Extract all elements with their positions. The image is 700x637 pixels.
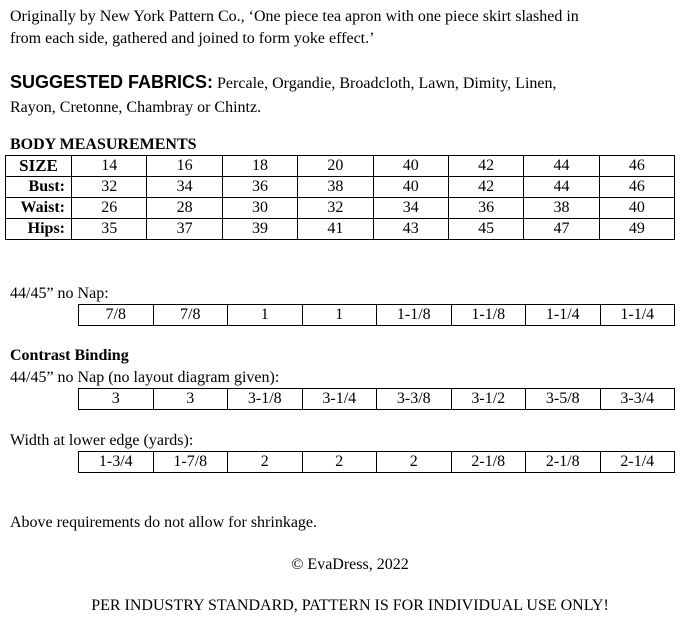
- table-cell: 39: [222, 219, 297, 240]
- table-cell: 3-1/2: [451, 389, 526, 410]
- suggested-fabrics: [10, 70, 690, 120]
- table-cell: 2-1/8: [526, 452, 601, 473]
- table-cell: 46: [599, 156, 674, 177]
- table-row: [6, 177, 675, 198]
- table-cell: 3: [79, 389, 154, 410]
- yardage-main-row: [79, 305, 675, 326]
- table-cell: 20: [298, 156, 373, 177]
- table-cell: 1: [228, 305, 303, 326]
- table-cell: 42: [448, 177, 523, 198]
- intro-line-2: from each side, gathered and joined to form yoke effect.’: [10, 30, 375, 47]
- table-cell: 45: [448, 219, 523, 240]
- table-cell: 38: [298, 177, 373, 198]
- contrast-binding-label: 44/45” no Nap (no layout diagram given):: [10, 369, 280, 386]
- table-cell: 40: [599, 198, 674, 219]
- individual-use-notice: PER INDUSTRY STANDARD, PATTERN IS FOR INDIVIDUAL USE ONLY!: [91, 597, 609, 614]
- fabrics-list-1: Percale, Organdie, Broadcloth, Lawn, Dimity, Linen,: [213, 75, 557, 92]
- yardage-main-table: [78, 304, 675, 326]
- width-lower-edge-table: [78, 451, 675, 473]
- table-cell: 1-7/8: [153, 452, 228, 473]
- intro-line-1: Originally by New York Pattern Co., ‘One piece tea apron with one piece skirt slashed in: [10, 8, 579, 25]
- table-cell: 32: [72, 177, 147, 198]
- table-cell: 3-1/4: [302, 389, 377, 410]
- table-cell: 43: [373, 219, 448, 240]
- table-cell: 1-1/8: [377, 305, 452, 326]
- table-cell: 32: [298, 198, 373, 219]
- fabrics-list-2: Rayon, Cretonne, Chambray or Chintz.: [10, 99, 262, 116]
- contrast-binding-row: [79, 389, 675, 410]
- table-cell: 1-3/4: [79, 452, 154, 473]
- row-label: Bust:: [6, 177, 72, 198]
- table-cell: 40: [373, 156, 448, 177]
- table-cell: 14: [72, 156, 147, 177]
- fabrics-line-1: [10, 70, 690, 96]
- table-cell: 49: [599, 219, 674, 240]
- table-cell: 28: [147, 198, 222, 219]
- yardage-main-label: 44/45” no Nap:: [10, 285, 109, 302]
- fabrics-heading: SUGGESTED FABRICS:: [10, 72, 214, 92]
- table-cell: 41: [298, 219, 373, 240]
- table-cell: 3-3/8: [377, 389, 452, 410]
- table-cell: 34: [373, 198, 448, 219]
- table-cell: 3-1/8: [228, 389, 303, 410]
- table-cell: 7/8: [153, 305, 228, 326]
- table-cell: 35: [72, 219, 147, 240]
- table-cell: 1-1/8: [451, 305, 526, 326]
- table-cell: 1-1/4: [526, 305, 601, 326]
- table-cell: 44: [524, 177, 599, 198]
- table-cell: 1-1/4: [600, 305, 675, 326]
- table-cell: 37: [147, 219, 222, 240]
- table-cell: 46: [599, 177, 674, 198]
- table-cell: 47: [524, 219, 599, 240]
- table-cell: 34: [147, 177, 222, 198]
- table-cell: 3: [153, 389, 228, 410]
- contrast-binding-title: Contrast Binding: [10, 347, 129, 364]
- table-cell: 3-3/4: [600, 389, 675, 410]
- table-cell: 18: [222, 156, 297, 177]
- copyright-text: © EvaDress, 2022: [291, 556, 409, 573]
- table-cell: 3-5/8: [526, 389, 601, 410]
- intro-text: [10, 6, 690, 50]
- table-cell: 36: [448, 198, 523, 219]
- table-cell: 2-1/8: [451, 452, 526, 473]
- table-cell: 30: [222, 198, 297, 219]
- body-measurements-table: [5, 155, 675, 240]
- row-label: SIZE: [6, 156, 72, 177]
- table-cell: 42: [448, 156, 523, 177]
- table-cell: 36: [222, 177, 297, 198]
- width-lower-edge-row: [79, 452, 675, 473]
- table-cell: 44: [524, 156, 599, 177]
- shrinkage-note: Above requirements do not allow for shrinkage.: [10, 514, 318, 531]
- table-cell: 40: [373, 177, 448, 198]
- body-measurements-title: BODY MEASUREMENTS: [10, 136, 197, 153]
- table-row: [6, 156, 675, 177]
- table-cell: 2: [302, 452, 377, 473]
- contrast-binding-table: [78, 388, 675, 410]
- table-cell: 2: [377, 452, 452, 473]
- table-row: [6, 219, 675, 240]
- table-cell: 2: [228, 452, 303, 473]
- table-cell: 16: [147, 156, 222, 177]
- table-row: [6, 198, 675, 219]
- row-label: Hips:: [6, 219, 72, 240]
- table-cell: 1: [302, 305, 377, 326]
- table-cell: 2-1/4: [600, 452, 675, 473]
- table-cell: 26: [72, 198, 147, 219]
- row-label: Waist:: [6, 198, 72, 219]
- width-lower-edge-label: Width at lower edge (yards):: [10, 432, 194, 449]
- table-cell: 38: [524, 198, 599, 219]
- table-cell: 7/8: [79, 305, 154, 326]
